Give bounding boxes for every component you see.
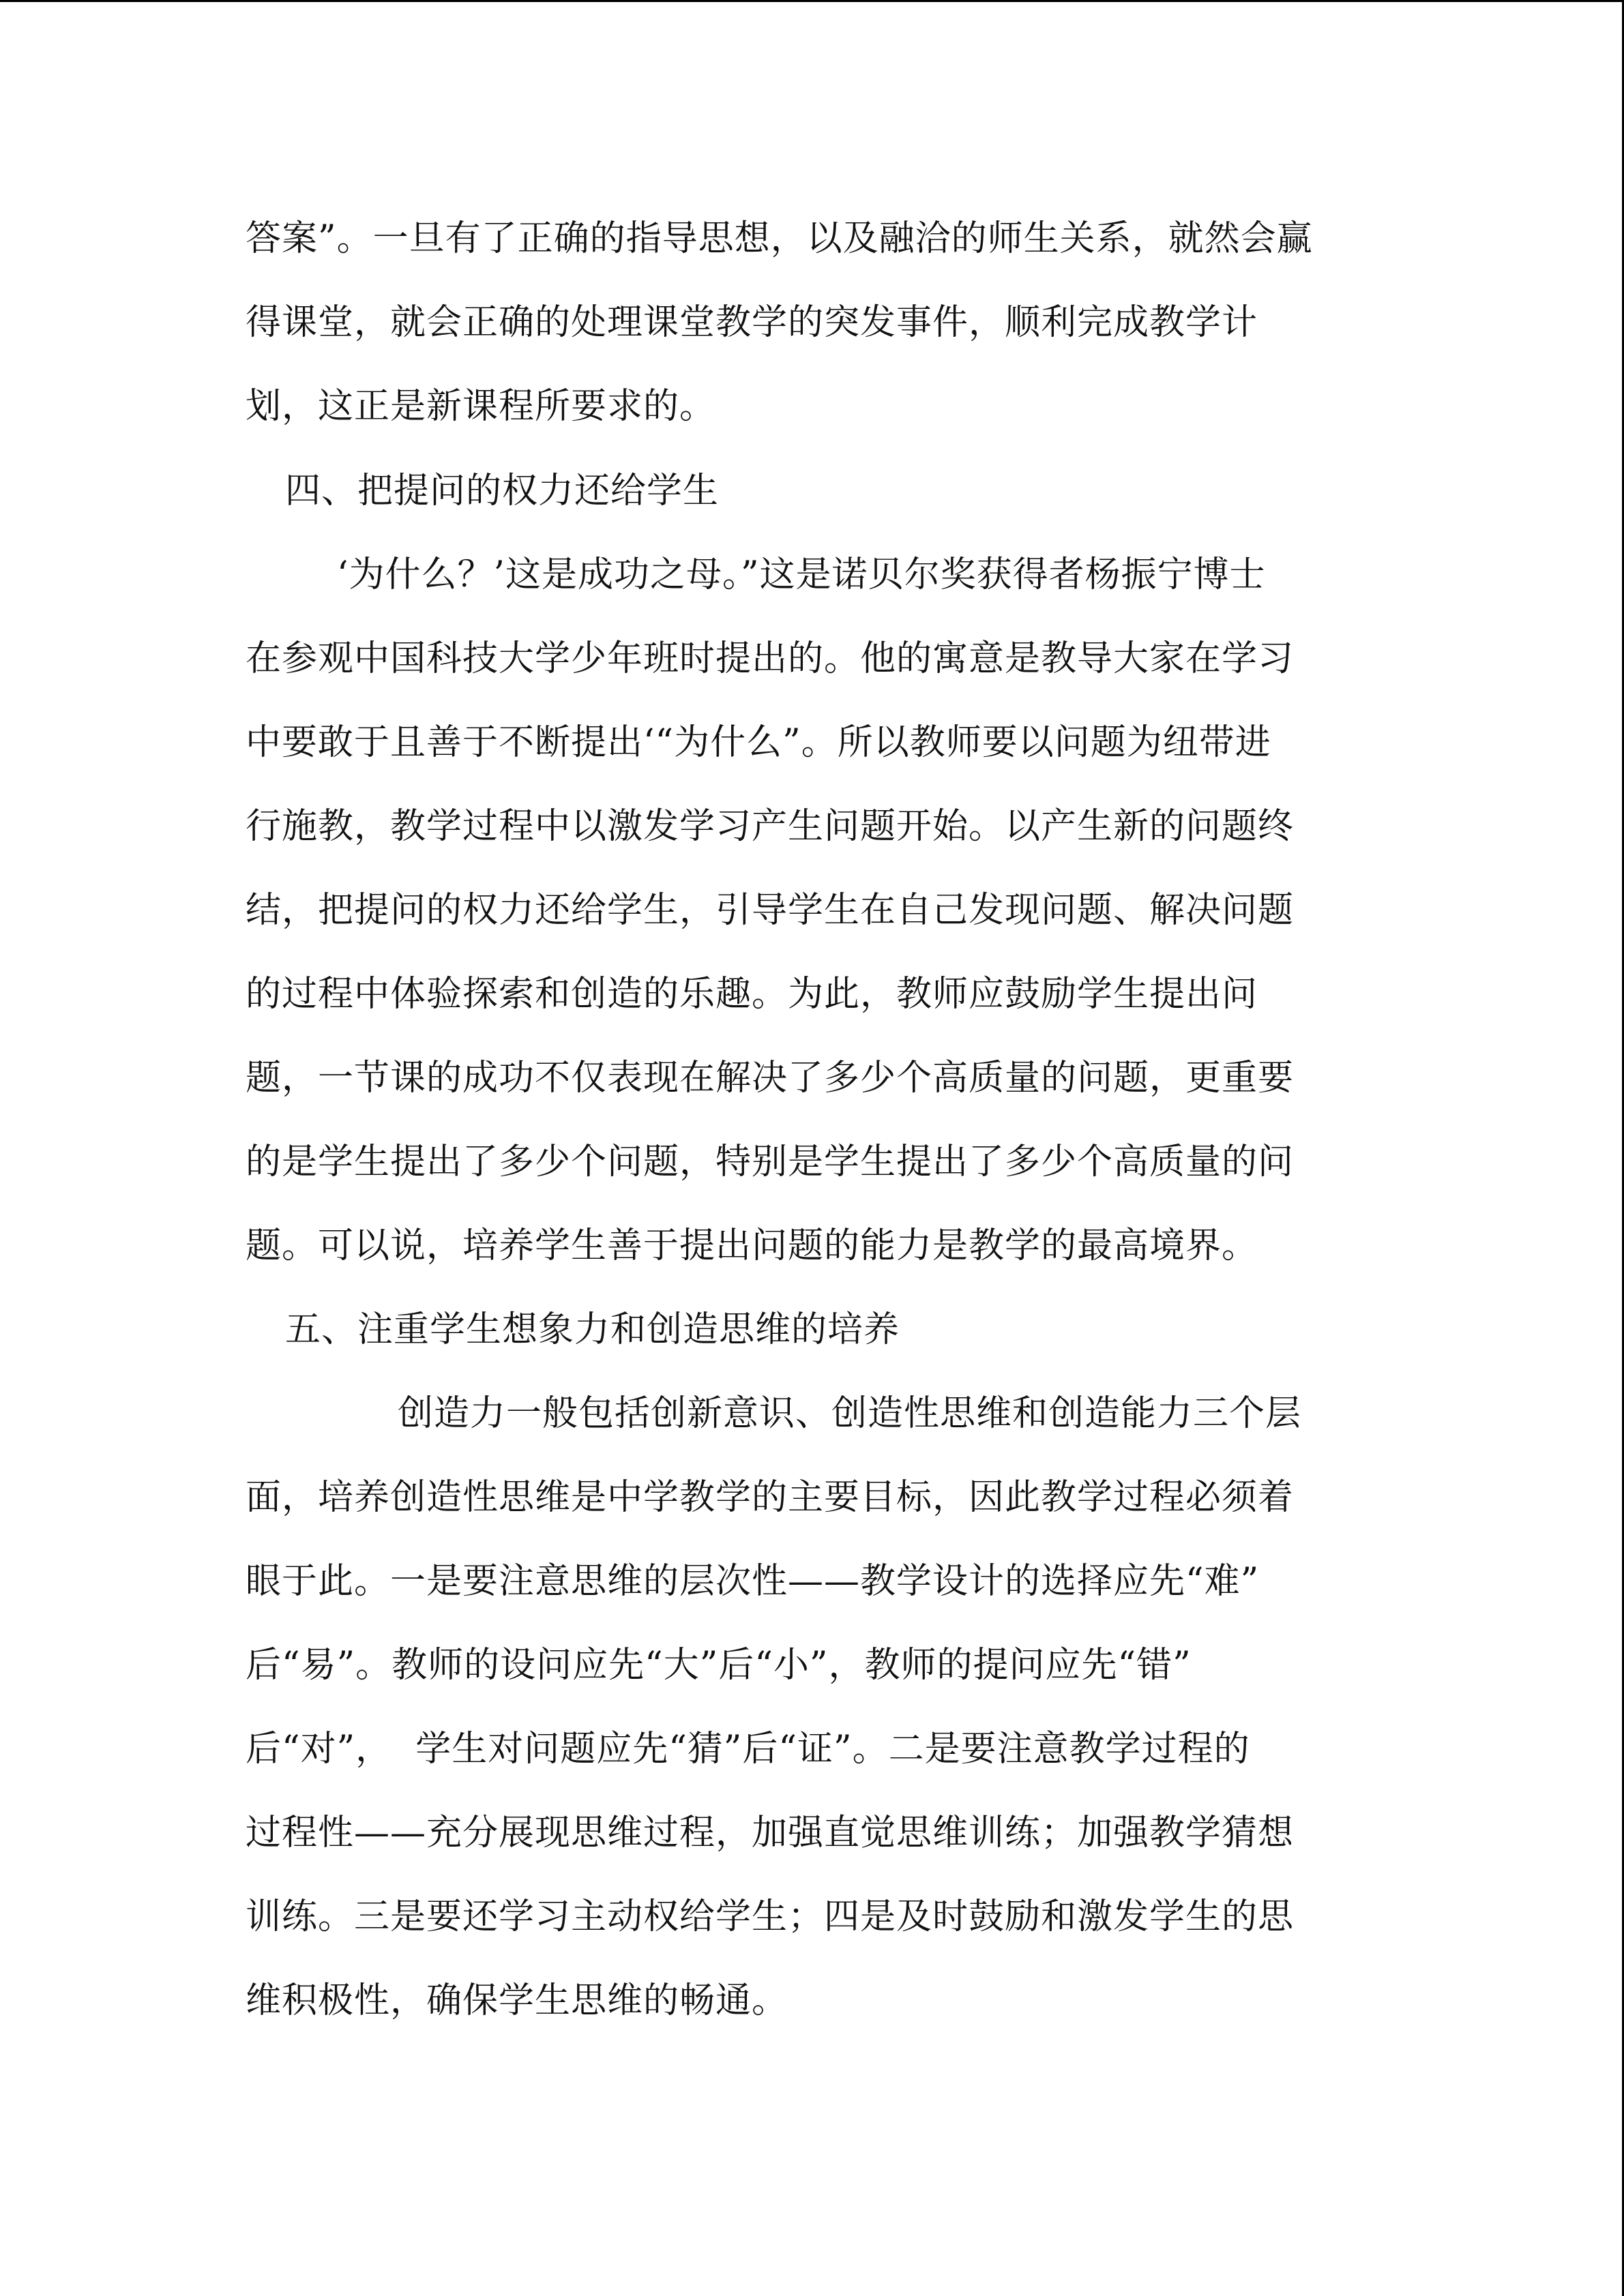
body-text-line: 题。可以说，培养学生善于提出问题的能力是教学的最高境界。 <box>246 1225 1258 1266</box>
body-text-line: 题，一节课的成功不仅表现在解决了多少个高质量的问题，更重要 <box>246 1058 1295 1099</box>
body-text-line: 划，这正是新课程所要求的。 <box>246 386 716 427</box>
body-text-line: 面，培养创造性思维是中学教学的主要目标，因此教学过程必须着 <box>246 1477 1295 1518</box>
paragraph-first-line: ‘为什么？’这是成功之母。”这是诺贝尔奖获得者杨振宁博士 <box>337 554 1266 595</box>
body-text-line: 得课堂，就会正确的处理课堂教学的突发事件，顺利完成教学计 <box>246 302 1258 343</box>
page-top-border <box>0 0 1624 2</box>
body-text-line: 答案”。一旦有了正确的指导思想，以及融洽的师生关系，就然会赢 <box>246 218 1313 259</box>
body-text-line: 的过程中体验探索和创造的乐趣。为此，教师应鼓励学生提出问 <box>246 974 1258 1015</box>
paragraph-first-line: 创造力一般包括创新意识、创造性思维和创造能力三个层 <box>398 1393 1302 1434</box>
body-text-line: 在参观中国科技大学少年班时提出的。他的寓意是教导大家在学习 <box>246 638 1295 679</box>
body-text-line: 过程性——充分展现思维过程，加强直觉思维训练；加强教学猜想 <box>246 1813 1295 1853</box>
body-text-line: 眼于此。一是要注意思维的层次性——教学设计的选择应先“难” <box>246 1561 1260 1602</box>
body-text-line: 训练。三是要还学习主动权给学生；四是及时鼓励和激发学生的思 <box>246 1896 1295 1937</box>
body-text-line: 行施教，教学过程中以激发学习产生问题开始。以产生新的问题终 <box>246 806 1295 847</box>
body-text-line: 结，把提问的权力还给学生，引导学生在自己发现问题、解决问题 <box>246 890 1295 931</box>
body-text-line: 的是学生提出了多少个问题，特别是学生提出了多少个高质量的问 <box>246 1142 1295 1182</box>
section-heading: 五、注重学生想象力和创造思维的培养 <box>285 1309 900 1350</box>
body-text-line: 维积极性，确保学生思维的畅通。 <box>246 1980 788 2021</box>
body-text-line: 后“易”。教师的设问应先“大”后“小”，教师的提问应先“错” <box>246 1645 1192 1686</box>
section-heading: 四、把提问的权力还给学生 <box>285 471 720 511</box>
body-text-line: 后“对”， 学生对问题应先“猜”后“证”。二是要注意教学过程的 <box>246 1729 1250 1770</box>
body-text-line: 中要敢于且善于不断提出‘“为什么”。所以教师要以问题为纽带进 <box>246 722 1271 763</box>
